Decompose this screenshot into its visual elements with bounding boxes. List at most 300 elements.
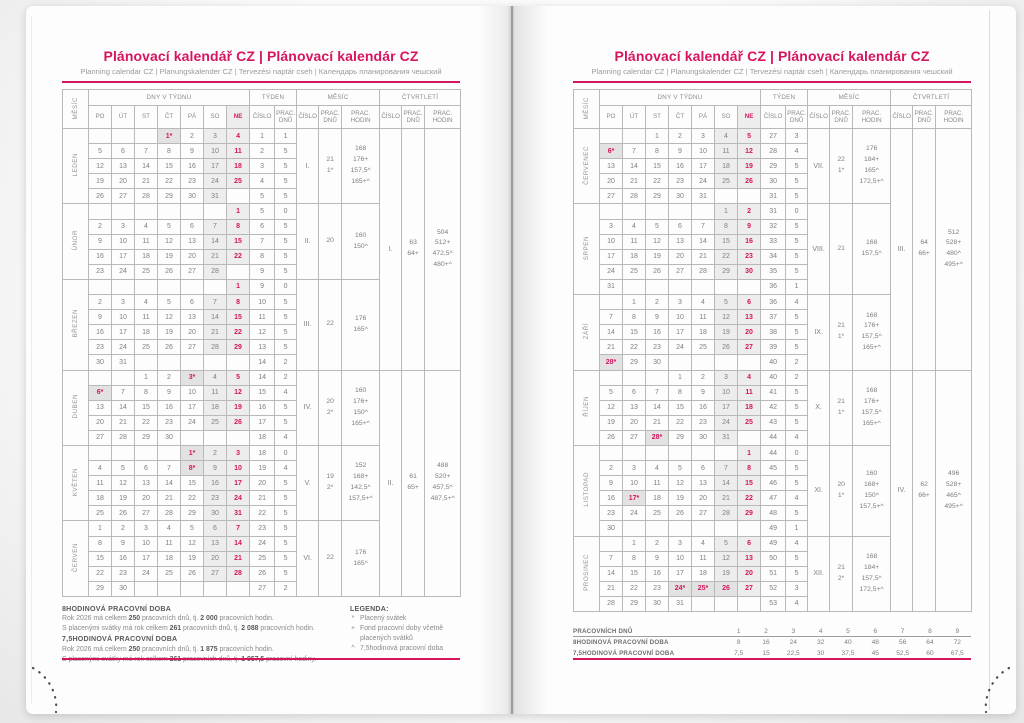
- day-cell: 28: [227, 566, 250, 581]
- day-cell: 10: [112, 310, 135, 325]
- day-cell: 4: [227, 129, 250, 144]
- month-workdays-cell: [319, 129, 342, 204]
- value-line: 22: [837, 156, 845, 164]
- empty-day-cell: [692, 355, 715, 370]
- day-cell: 1*: [158, 129, 181, 144]
- value-line: 176+: [863, 322, 880, 330]
- week-number-cell: 26: [250, 566, 275, 581]
- day-cell: 3: [227, 445, 250, 460]
- worktime-segment: pracovních dnů, tj.: [140, 645, 201, 653]
- workhours-value: 45: [871, 650, 879, 657]
- day-cell: 14: [204, 310, 227, 325]
- header-month-prac-hodin: PRAC. HODIN: [342, 106, 380, 129]
- empty-day-cell: [669, 204, 692, 219]
- week-workdays-cell: 3: [786, 581, 808, 596]
- day-cell: 11: [227, 144, 250, 159]
- worktime-text-block: [62, 604, 338, 665]
- day-cell: 30: [89, 355, 112, 370]
- day-cell: 30: [158, 430, 181, 445]
- day-cell: 5: [181, 521, 204, 536]
- planning-table-jul-dec: [573, 89, 972, 612]
- day-cell: 30: [204, 506, 227, 521]
- day-cell: 13: [89, 400, 112, 415]
- month-workhours-cell: [342, 279, 380, 370]
- day-cell: 12: [715, 551, 738, 566]
- value-line: 528+: [945, 239, 962, 247]
- header-quarter-group: ČTVRTLETÍ: [891, 90, 972, 106]
- week-workdays-cell: 5: [275, 234, 297, 249]
- day-cell: 25: [227, 174, 250, 189]
- day-cell: 5: [227, 370, 250, 385]
- workhours-row-label: 8HODINOVÁ PRACOVNÍ DOBA: [573, 639, 669, 646]
- week-number-cell: 17: [250, 415, 275, 430]
- day-cell: 25: [715, 174, 738, 189]
- day-cell: 20: [181, 325, 204, 340]
- day-cell: 31: [227, 506, 250, 521]
- quarter-workdays-cell: [913, 129, 936, 371]
- day-cell: 7: [646, 385, 669, 400]
- empty-day-cell: [715, 355, 738, 370]
- day-cell: 7: [715, 461, 738, 476]
- week-number-cell: 41: [761, 385, 786, 400]
- week-workdays-cell: 5: [786, 249, 808, 264]
- week-workdays-cell: 5: [786, 325, 808, 340]
- day-cell: 20: [738, 566, 761, 581]
- day-cell: 3: [204, 129, 227, 144]
- workhours-value: 56: [898, 639, 907, 646]
- day-cell: 5: [158, 219, 181, 234]
- week-number-cell: 23: [250, 521, 275, 536]
- empty-day-cell: [112, 370, 135, 385]
- day-cell: 11: [692, 310, 715, 325]
- value-line: 1*: [326, 167, 334, 175]
- day-cell: 21: [135, 174, 158, 189]
- day-cell: 13: [181, 310, 204, 325]
- week-number-cell: 51: [761, 566, 786, 581]
- day-cell: 3: [715, 370, 738, 385]
- value-line: 157,5+^: [859, 502, 884, 510]
- day-cell: 16: [89, 249, 112, 264]
- week-number-cell: 6: [250, 219, 275, 234]
- day-cell: 10: [181, 385, 204, 400]
- day-cell: 26: [669, 506, 692, 521]
- day-cell: 27: [181, 340, 204, 355]
- day-cell: 6: [135, 461, 158, 476]
- day-cell: 16: [646, 325, 669, 340]
- value-line: 165+^: [351, 419, 370, 427]
- legend-item: [350, 614, 460, 624]
- empty-day-cell: [89, 445, 112, 460]
- workhours-value: 1: [736, 627, 741, 635]
- day-cell: 15: [181, 476, 204, 491]
- month-workdays-cell: [319, 445, 342, 520]
- day-cell: 22: [738, 491, 761, 506]
- empty-day-cell: [715, 279, 738, 294]
- footer-worktime-summary: [62, 604, 460, 665]
- week-workdays-cell: 4: [786, 430, 808, 445]
- day-cell: 20: [669, 249, 692, 264]
- week-workdays-cell: 5: [275, 295, 297, 310]
- header-week-group: TÝDEN: [250, 90, 297, 106]
- day-cell: 1: [89, 521, 112, 536]
- day-cell: 16: [600, 491, 623, 506]
- day-cell: 12: [181, 536, 204, 551]
- value-line: 165^: [353, 559, 368, 567]
- week-number-cell: 10: [250, 295, 275, 310]
- day-cell: 26: [158, 264, 181, 279]
- month-name-cell: [63, 279, 89, 370]
- legend-symbol: ^: [351, 645, 355, 653]
- week-workdays-cell: 5: [786, 159, 808, 174]
- header-quarter-cislo: ČÍSLO: [891, 106, 913, 129]
- month-name-cell: [63, 370, 89, 445]
- month-workdays-cell: [830, 445, 853, 536]
- empty-day-cell: [669, 355, 692, 370]
- day-cell: 20: [135, 491, 158, 506]
- day-cell: 25: [135, 340, 158, 355]
- header-week-cislo: ČÍSLO: [761, 106, 786, 129]
- day-cell: 8: [623, 310, 646, 325]
- quarter-workhours-cell: [936, 129, 972, 371]
- value-line: 512+: [434, 239, 451, 247]
- empty-day-cell: [158, 279, 181, 294]
- workhours-value: 7,5: [734, 650, 744, 657]
- day-cell: 20: [600, 174, 623, 189]
- month-name-cell: [574, 370, 600, 445]
- day-cell: 20: [738, 325, 761, 340]
- value-line: 176: [354, 548, 367, 556]
- workhours-value: 9: [955, 627, 960, 635]
- month-number-cell: IX.: [808, 295, 830, 370]
- month-workdays-cell: [319, 521, 342, 596]
- week-workdays-cell: 4: [275, 461, 297, 476]
- empty-day-cell: [623, 204, 646, 219]
- workhours-value: 40: [844, 639, 852, 646]
- week-number-cell: 27: [761, 129, 786, 144]
- empty-day-cell: [738, 596, 761, 611]
- page-edge-left: [31, 16, 32, 704]
- empty-day-cell: [600, 370, 623, 385]
- month-number-cell: VII.: [808, 129, 830, 204]
- day-cell: 24: [112, 340, 135, 355]
- day-cell: 19: [158, 325, 181, 340]
- workhours-value: 4: [818, 627, 823, 635]
- day-cell: 24: [692, 174, 715, 189]
- header-quarter-prac-dnu: PRAC. DNŮ: [913, 106, 936, 129]
- day-cell: 3*: [181, 370, 204, 385]
- header-day-so: SO: [715, 106, 738, 129]
- week-number-cell: 9: [250, 279, 275, 294]
- month-workhours-cell: [853, 129, 891, 204]
- page-subtitle: Planning calendar CZ | Planungskalender CZ | Tervezési naptár cseh | Календарь планирования чешский: [80, 67, 442, 76]
- week-number-cell: 1: [250, 129, 275, 144]
- day-cell: 21: [715, 491, 738, 506]
- day-cell: 9: [89, 234, 112, 249]
- value-line: 465^: [946, 491, 961, 499]
- empty-day-cell: [600, 204, 623, 219]
- week-workdays-cell: 5: [786, 189, 808, 204]
- day-cell: 8: [158, 144, 181, 159]
- worktime-heading: 7,5HODINOVÁ PRACOVNÍ DOBA: [62, 635, 178, 644]
- day-cell: 19: [715, 566, 738, 581]
- day-cell: 21: [692, 249, 715, 264]
- legend-symbol: +: [350, 625, 356, 633]
- day-cell: 14: [600, 325, 623, 340]
- empty-day-cell: [738, 430, 761, 445]
- value-line: 168: [865, 239, 878, 247]
- day-cell: 17: [669, 325, 692, 340]
- worktime-segment: Rok 2026 má celkem: [62, 645, 129, 653]
- week-number-cell: 20: [250, 476, 275, 491]
- day-cell: 15: [669, 400, 692, 415]
- day-cell: 11: [135, 234, 158, 249]
- empty-day-cell: [715, 596, 738, 611]
- month-name-cell: [574, 295, 600, 370]
- week-number-cell: 48: [761, 506, 786, 521]
- page-left: [62, 6, 460, 714]
- page-subtitle: Planning calendar CZ | Planungskalender CZ | Tervezési naptár cseh | Календарь планирования чешский: [591, 67, 953, 76]
- value-line: 1*: [837, 333, 845, 341]
- value-line: 20: [837, 480, 845, 488]
- header-quarter-prac-hodin: PRAC. HODIN: [936, 106, 972, 129]
- day-cell: 24: [623, 506, 646, 521]
- day-cell: 26: [181, 566, 204, 581]
- month-name-cell: [574, 204, 600, 295]
- empty-day-cell: [646, 445, 669, 460]
- day-cell: 29: [623, 596, 646, 611]
- day-cell: 7: [204, 219, 227, 234]
- month-name-cell: [574, 129, 600, 204]
- empty-day-cell: [89, 370, 112, 385]
- day-cell: 18: [204, 400, 227, 415]
- week-number-cell: 2: [250, 144, 275, 159]
- header-day-so: SO: [204, 106, 227, 129]
- empty-day-cell: [623, 279, 646, 294]
- day-cell: 22: [89, 566, 112, 581]
- month-workdays-cell: [830, 129, 853, 204]
- empty-day-cell: [158, 355, 181, 370]
- day-cell: 29: [135, 430, 158, 445]
- empty-day-cell: [135, 445, 158, 460]
- empty-day-cell: [89, 204, 112, 219]
- week-workdays-cell: 5: [275, 566, 297, 581]
- workhours-value: 2: [764, 627, 768, 635]
- header-day-ne: NE: [227, 106, 250, 129]
- day-cell: 31: [600, 279, 623, 294]
- week-workdays-cell: 5: [275, 325, 297, 340]
- day-cell: 26: [738, 174, 761, 189]
- page-title: Plánovací kalendář CZ | Plánovací kalendár CZ: [103, 48, 419, 64]
- week-workdays-cell: 2: [786, 370, 808, 385]
- day-cell: 23: [738, 249, 761, 264]
- empty-day-cell: [158, 581, 181, 596]
- day-cell: 16: [112, 551, 135, 566]
- empty-day-cell: [158, 204, 181, 219]
- day-cell: 9: [89, 310, 112, 325]
- day-cell: 14: [600, 566, 623, 581]
- empty-day-cell: [738, 279, 761, 294]
- day-cell: 15: [158, 159, 181, 174]
- workhours-value: 72: [953, 639, 961, 646]
- day-cell: 15: [738, 476, 761, 491]
- day-cell: 17: [227, 476, 250, 491]
- day-cell: 5: [89, 144, 112, 159]
- header-quarter-cislo: ČÍSLO: [380, 106, 402, 129]
- quarter-workhours-cell: [425, 129, 461, 371]
- day-cell: 11: [646, 476, 669, 491]
- day-cell: 7: [158, 461, 181, 476]
- week-number-cell: 13: [250, 340, 275, 355]
- week-number-cell: 25: [250, 551, 275, 566]
- legend-block: [350, 604, 460, 665]
- header-quarter-prac-hodin: PRAC. HODIN: [425, 106, 461, 129]
- header-day-po: PO: [89, 106, 112, 129]
- day-cell: 5: [669, 461, 692, 476]
- day-cell: 18: [715, 159, 738, 174]
- day-cell: 16: [181, 159, 204, 174]
- empty-day-cell: [181, 279, 204, 294]
- day-cell: 25: [204, 415, 227, 430]
- workhours-row: [573, 626, 971, 637]
- value-line: 520+: [434, 473, 451, 481]
- day-cell: 22: [135, 415, 158, 430]
- workhours-value: 15: [762, 650, 770, 657]
- day-cell: 12: [89, 159, 112, 174]
- value-line: 64+: [407, 250, 419, 258]
- week-workdays-cell: 5: [786, 234, 808, 249]
- empty-day-cell: [692, 596, 715, 611]
- empty-day-cell: [135, 279, 158, 294]
- month-workdays-cell: [830, 204, 853, 295]
- empty-day-cell: [135, 581, 158, 596]
- day-cell: 11: [89, 476, 112, 491]
- week-workdays-cell: 5: [786, 461, 808, 476]
- week-number-cell: 35: [761, 264, 786, 279]
- day-cell: 18: [623, 249, 646, 264]
- day-cell: 20: [204, 551, 227, 566]
- week-number-cell: 7: [250, 234, 275, 249]
- empty-day-cell: [89, 279, 112, 294]
- quarter-workdays-cell: [913, 370, 936, 612]
- week-workdays-cell: 5: [786, 400, 808, 415]
- day-cell: 10: [692, 144, 715, 159]
- empty-day-cell: [646, 204, 669, 219]
- workhours-row: [573, 637, 971, 648]
- day-cell: 4: [158, 521, 181, 536]
- workhours-value: 30: [816, 650, 825, 657]
- day-cell: 20: [623, 415, 646, 430]
- day-cell: 19: [158, 249, 181, 264]
- day-cell: 14: [623, 159, 646, 174]
- value-line: 21: [837, 397, 845, 405]
- day-cell: 19: [112, 491, 135, 506]
- day-cell: 30: [646, 355, 669, 370]
- week-workdays-cell: 5: [786, 551, 808, 566]
- header-day-st: ST: [646, 106, 669, 129]
- day-cell: 18: [135, 249, 158, 264]
- empty-day-cell: [181, 204, 204, 219]
- empty-day-cell: [204, 279, 227, 294]
- header-days-group: DNY V TÝDNU: [600, 90, 761, 106]
- day-cell: 11: [692, 551, 715, 566]
- day-cell: 24: [112, 264, 135, 279]
- value-line: 61: [409, 473, 417, 481]
- day-cell: 29: [738, 506, 761, 521]
- day-cell: 13: [135, 476, 158, 491]
- value-line: 20: [326, 237, 334, 245]
- week-number-cell: 18: [250, 445, 275, 460]
- day-cell: 27: [692, 506, 715, 521]
- value-line: 496: [947, 470, 960, 477]
- day-cell: 1: [623, 295, 646, 310]
- empty-day-cell: [112, 204, 135, 219]
- day-cell: 31: [692, 189, 715, 204]
- empty-day-cell: [692, 279, 715, 294]
- header-week-group: TÝDEN: [761, 90, 808, 106]
- week-number-cell: 39: [761, 340, 786, 355]
- month-workdays-cell: [830, 295, 853, 370]
- day-cell: 14: [715, 476, 738, 491]
- day-cell: 15: [135, 400, 158, 415]
- week-workdays-cell: 5: [786, 340, 808, 355]
- workhours-value: 5: [846, 627, 850, 635]
- day-cell: 27: [135, 506, 158, 521]
- value-line: 150^: [864, 491, 879, 499]
- day-cell: 29: [181, 506, 204, 521]
- day-cell: 26: [600, 430, 623, 445]
- workhours-value: 8: [736, 639, 741, 646]
- day-cell: 12: [158, 234, 181, 249]
- day-cell: 3: [112, 219, 135, 234]
- day-cell: 26: [227, 415, 250, 430]
- week-number-cell: 49: [761, 536, 786, 551]
- value-line: 487,5+^: [430, 495, 455, 503]
- day-cell: 6: [669, 219, 692, 234]
- day-cell: 19: [646, 249, 669, 264]
- month-workhours-cell: [342, 521, 380, 596]
- month-number-cell: II.: [297, 204, 319, 279]
- month-number-cell: V.: [297, 445, 319, 520]
- value-line: 168+: [352, 473, 369, 481]
- value-line: 19: [326, 473, 334, 481]
- month-number-cell: VI.: [297, 521, 319, 596]
- empty-day-cell: [204, 355, 227, 370]
- day-cell: 15: [623, 566, 646, 581]
- week-number-cell: 53: [761, 596, 786, 611]
- page-edge-right: [989, 10, 990, 710]
- day-cell: 2: [669, 129, 692, 144]
- day-cell: 31: [715, 430, 738, 445]
- day-cell: 22: [181, 491, 204, 506]
- value-line: 66+: [918, 491, 930, 499]
- quarter-workdays-cell: [402, 370, 425, 596]
- day-cell: 27: [669, 264, 692, 279]
- quarter-number-cell: I.: [380, 129, 402, 371]
- day-cell: 13: [181, 234, 204, 249]
- day-cell: 6: [692, 461, 715, 476]
- month-number-cell: VIII.: [808, 204, 830, 295]
- day-cell: 21: [646, 415, 669, 430]
- day-cell: 28: [112, 430, 135, 445]
- day-cell: 23: [646, 340, 669, 355]
- week-number-cell: 29: [761, 159, 786, 174]
- worktime-number: 2 088: [241, 625, 259, 633]
- empty-day-cell: [112, 279, 135, 294]
- header-quarter-group: ČTVRTLETÍ: [380, 90, 461, 106]
- day-cell: 12: [646, 234, 669, 249]
- header-day-pá: PÁ: [181, 106, 204, 129]
- week-number-cell: 47: [761, 491, 786, 506]
